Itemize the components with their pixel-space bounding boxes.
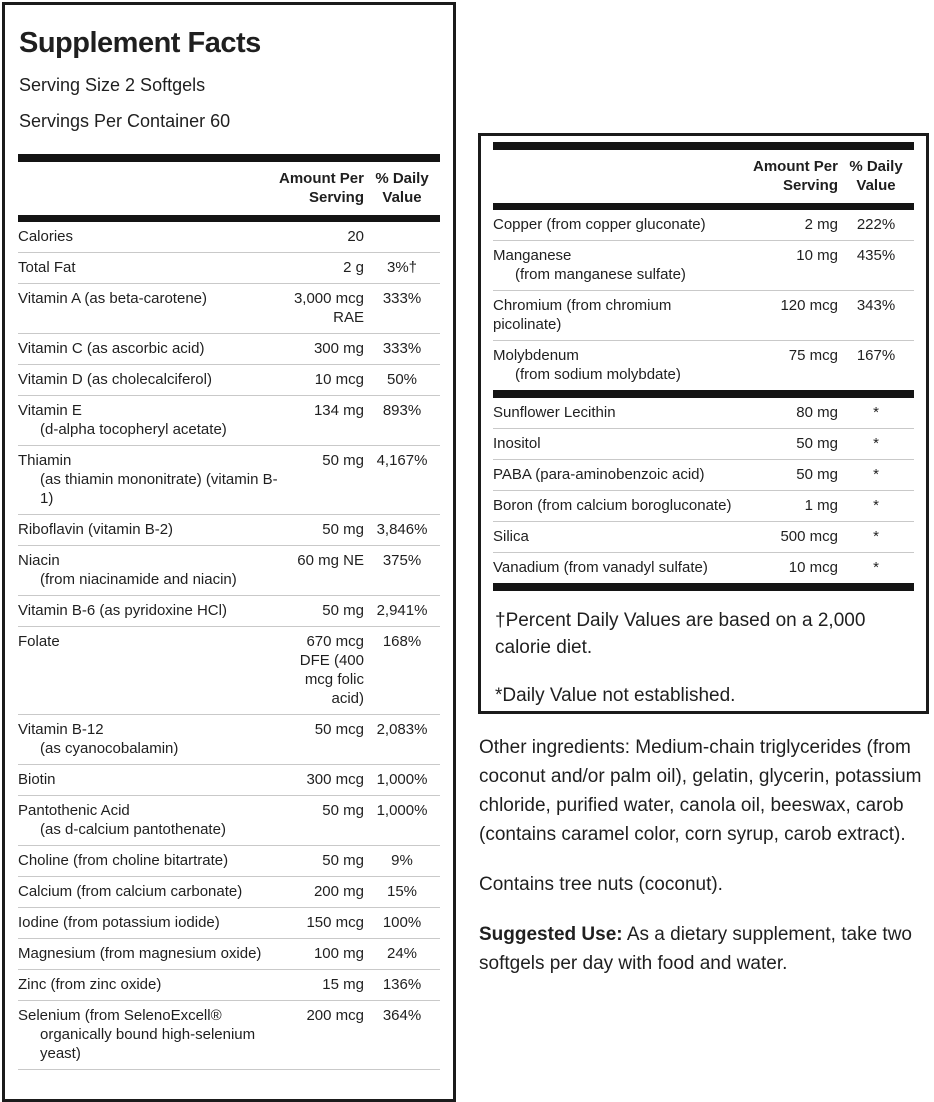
nutrient-name [18, 401, 284, 439]
nutrient-name-text: Chromium (from chromium [493, 297, 672, 314]
nutrient-name-text: Pantothenic Acid [18, 802, 130, 819]
nutrient-dv: 1,000% [376, 802, 428, 819]
nutrient-name-text: Choline (from choline bitartrate) [18, 852, 229, 869]
nutrient-amount: 50 mg [322, 452, 364, 469]
nutrient-name-text: Folate [18, 633, 60, 650]
nutrient-name-sub: (as cyanocobalamin) [40, 740, 179, 757]
nutrient-name [493, 215, 758, 234]
nutrient-name [18, 339, 284, 358]
nutrient-dv: * [873, 435, 879, 452]
nutrient-dv: 222% [856, 216, 896, 233]
nutrient-dv: 2,941% [376, 602, 428, 619]
nutrient-row [493, 553, 914, 583]
nutrient-dv: * [873, 559, 879, 576]
nutrient-amount: 10 mg [796, 247, 838, 264]
nutrient-name [493, 346, 758, 384]
nutrient-name [18, 227, 284, 246]
nutrient-name [18, 1006, 284, 1063]
nutrient-dv: 343% [856, 297, 896, 314]
nutrient-dv: * [873, 497, 879, 514]
nutrient-row [18, 715, 440, 765]
nutrient-dv: * [873, 404, 879, 421]
suggested-use [479, 920, 931, 978]
nutrient-name-sub: (from manganese sulfate) [515, 266, 686, 283]
nutrient-row [493, 522, 914, 553]
nutrient-name-text: Manganese [493, 247, 572, 264]
nutrient-dv: 893% [382, 402, 422, 419]
nutrient-dv: 2,083% [376, 721, 428, 738]
nutrient-amount: 200 mcg [306, 1007, 364, 1024]
nutrient-name-text: Selenium (from SelenoExcell® [18, 1007, 222, 1024]
thick-divider-bar [493, 203, 914, 210]
nutrient-name [18, 520, 284, 539]
nutrient-name [18, 801, 284, 839]
nutrient-amount: 60 mg NE [297, 552, 364, 569]
nutrient-row [18, 939, 440, 970]
nutrient-amount: 200 mg [313, 883, 364, 900]
nutrient-amount: 2 mg [804, 216, 838, 233]
nutrients-table-right-main [493, 210, 914, 390]
nutrient-name [18, 601, 284, 620]
footnote: *Daily Value not established. [495, 685, 736, 706]
nutrient-name [18, 370, 284, 389]
nutrient-name [493, 496, 758, 515]
nutrient-name-text: Vitamin A (as beta-carotene) [18, 290, 207, 307]
nutrient-name-text: Biotin [18, 771, 56, 788]
nutrient-amount: 670 mcg DFE (400 mcg folic acid) [299, 633, 364, 707]
serving-size: Serving Size 2 Softgels [19, 75, 206, 95]
column-amount-header: Amount Per Serving [278, 170, 364, 206]
nutrient-name-text: Calcium (from calcium carbonate) [18, 883, 243, 900]
nutrient-row [18, 908, 440, 939]
nutrient-name-text: Niacin [18, 552, 60, 569]
nutrient-name-sub: (from niacinamide and niacin) [40, 571, 237, 588]
nutrient-name-text: Vitamin C (as ascorbic acid) [18, 340, 205, 357]
nutrient-amount: 50 mcg [314, 721, 364, 738]
nutrient-name-cont: picolinate) [493, 316, 562, 333]
nutrients-table-right-no-dv [493, 398, 914, 583]
nutrient-row [493, 398, 914, 429]
nutrient-amount: 150 mcg [306, 914, 364, 931]
nutrient-name-text: Zinc (from zinc oxide) [18, 976, 162, 993]
nutrient-name-sub: (as thiamin mononitrate) (vitamin B-1) [40, 471, 278, 507]
nutrient-row [18, 365, 440, 396]
footnote: †Percent Daily Values are based on a 2,000 calorie diet. [495, 610, 866, 658]
nutrient-row [18, 253, 440, 284]
nutrient-name-sub: organically bound high-selenium yeast) [40, 1026, 256, 1062]
nutrient-name [18, 770, 284, 789]
nutrient-name-sub: (as d-calcium pantothenate) [40, 821, 226, 838]
nutrient-dv: 50% [386, 371, 418, 388]
nutrient-row [493, 341, 914, 390]
nutrient-row [18, 222, 440, 253]
nutrient-name [493, 403, 758, 422]
nutrient-row [493, 491, 914, 522]
nutrient-amount: 2 g [343, 259, 364, 276]
nutrient-dv: 3,846% [376, 521, 428, 538]
nutrient-row [18, 627, 440, 715]
nutrient-name-text: Copper (from copper gluconate) [493, 216, 706, 233]
nutrient-name [18, 551, 284, 589]
footnotes [493, 607, 914, 709]
nutrient-name-text: Thiamin [18, 452, 72, 469]
nutrient-dv: 375% [382, 552, 422, 569]
nutrient-name-sub: (d-alpha tocopheryl acetate) [40, 421, 227, 438]
suggested-use-label: Suggested Use: [479, 924, 623, 945]
nutrient-name [493, 465, 758, 484]
nutrient-name [18, 289, 284, 327]
nutrient-dv: 4,167% [376, 452, 428, 469]
nutrient-name [493, 434, 758, 453]
nutrient-name [493, 296, 758, 334]
nutrient-row [18, 970, 440, 1001]
nutrient-name-text: Vitamin E [18, 402, 82, 419]
nutrient-name-text: Total Fat [18, 259, 76, 276]
nutrient-name-text: Vitamin B-6 (as pyridoxine HCl) [18, 602, 227, 619]
nutrient-name [18, 975, 284, 994]
nutrient-name [18, 944, 284, 963]
nutrient-row [18, 877, 440, 908]
nutrient-row [18, 515, 440, 546]
allergen-statement: Contains tree nuts (coconut). [479, 874, 723, 895]
nutrient-dv: 364% [382, 1007, 422, 1024]
header-spacer [493, 157, 750, 195]
nutrient-row [493, 460, 914, 491]
supplement-facts-title: Supplement Facts [19, 27, 261, 59]
nutrient-name-text: PABA (para-aminobenzoic acid) [493, 466, 705, 483]
nutrient-row [18, 334, 440, 365]
nutrient-amount: 300 mcg [306, 771, 364, 788]
nutrient-name-text: Inositol [493, 435, 541, 452]
nutrient-amount: 134 mg [313, 402, 364, 419]
nutrient-row [18, 846, 440, 877]
nutrient-row [493, 210, 914, 241]
column-dv-header: % Daily Value [849, 158, 903, 194]
nutrient-name-text: Vitamin D (as cholecalciferol) [18, 371, 212, 388]
nutrient-amount: 50 mg [796, 435, 838, 452]
nutrient-row [18, 446, 440, 515]
nutrient-amount: 10 mcg [314, 371, 364, 388]
nutrient-amount: 3,000 mcg RAE [293, 290, 364, 326]
nutrient-amount: 120 mcg [780, 297, 838, 314]
nutrient-name-text: Vitamin B-12 [18, 721, 104, 738]
nutrient-name-text: Riboflavin (vitamin B-2) [18, 521, 174, 538]
other-information [479, 733, 931, 978]
nutrient-dv: 9% [391, 852, 413, 869]
nutrient-name [18, 851, 284, 870]
nutrient-name [18, 258, 284, 277]
nutrient-amount: 75 mcg [788, 347, 838, 364]
nutrient-name-text: Magnesium (from magnesium oxide) [18, 945, 262, 962]
servings-per-container: Servings Per Container 60 [19, 111, 231, 131]
other-ingredients: Other ingredients: Medium-chain triglycerides (from coconut and/or palm oil), gelatin, glycerin, potassium chloride, purified water, canola oil, beeswax, carob (contains caramel color, corn syrup, carob extract). [479, 737, 922, 845]
nutrient-dv: 100% [382, 914, 422, 931]
nutrient-row [493, 241, 914, 291]
nutrient-name [493, 527, 758, 546]
nutrient-row [18, 765, 440, 796]
nutrient-amount: 500 mcg [780, 528, 838, 545]
nutrient-name-text: Vanadium (from vanadyl sulfate) [493, 559, 708, 576]
nutrient-row [18, 596, 440, 627]
nutrient-name-text: Silica [493, 528, 529, 545]
nutrient-amount: 1 mg [804, 497, 838, 514]
nutrient-row [493, 429, 914, 460]
thick-divider-bar [493, 583, 914, 591]
nutrient-name-text: Sunflower Lecithin [493, 404, 616, 421]
nutrient-amount: 50 mg [322, 521, 364, 538]
nutrient-dv: * [873, 466, 879, 483]
nutrient-row [18, 284, 440, 334]
nutrient-row [18, 396, 440, 446]
nutrient-amount: 50 mg [322, 602, 364, 619]
table-header [493, 150, 914, 203]
nutrient-dv: 136% [382, 976, 422, 993]
nutrient-name-text: Calories [18, 228, 74, 245]
supplement-facts-panel-right [478, 133, 929, 714]
nutrient-name-sub: (from sodium molybdate) [515, 366, 681, 383]
nutrient-name [18, 913, 284, 932]
suggested-use-text: As a dietary supplement, take two softgels per day with food and water. [479, 924, 912, 974]
column-amount-header: Amount Per Serving [752, 158, 838, 194]
nutrient-dv: 24% [386, 945, 418, 962]
nutrient-dv: * [873, 528, 879, 545]
nutrient-name-text: Boron (from calcium borogluconate) [493, 497, 732, 514]
nutrient-dv: 167% [856, 347, 896, 364]
nutrient-dv: 3%† [386, 259, 418, 276]
nutrient-amount: 20 [347, 228, 364, 245]
nutrient-name [493, 246, 758, 284]
nutrient-amount: 50 mg [322, 852, 364, 869]
nutrient-name [18, 882, 284, 901]
nutrient-amount: 80 mg [796, 404, 838, 421]
nutrient-row [18, 796, 440, 846]
nutrient-dv: 333% [382, 340, 422, 357]
nutrient-amount: 300 mg [313, 340, 364, 357]
supplement-facts-panel [2, 2, 456, 1102]
nutrient-amount: 10 mcg [788, 559, 838, 576]
nutrients-table-left [18, 222, 440, 1070]
nutrient-amount: 50 mg [796, 466, 838, 483]
nutrient-amount: 100 mg [313, 945, 364, 962]
nutrient-name [18, 720, 284, 758]
nutrient-amount: 50 mg [322, 802, 364, 819]
thick-divider-bar [18, 215, 440, 222]
nutrient-name-text: Molybdenum [493, 347, 579, 364]
nutrient-dv: 435% [856, 247, 896, 264]
nutrient-amount: 15 mg [322, 976, 364, 993]
nutrient-name [18, 451, 284, 508]
nutrient-row [493, 291, 914, 341]
nutrient-name [18, 632, 284, 708]
nutrient-dv [364, 227, 440, 246]
thick-divider-bar [493, 390, 914, 398]
header-spacer [18, 169, 276, 207]
thick-divider-bar [18, 154, 440, 162]
nutrient-dv: 168% [382, 633, 422, 650]
nutrient-name-text: Iodine (from potassium iodide) [18, 914, 220, 931]
nutrient-row [18, 546, 440, 596]
nutrient-dv: 333% [382, 290, 422, 307]
nutrient-dv: 1,000% [376, 771, 428, 788]
table-header [18, 162, 440, 215]
nutrient-dv: 15% [386, 883, 418, 900]
thick-divider-bar [493, 142, 914, 150]
nutrient-row [18, 1001, 440, 1070]
column-dv-header: % Daily Value [375, 170, 429, 206]
nutrient-name [493, 558, 758, 577]
